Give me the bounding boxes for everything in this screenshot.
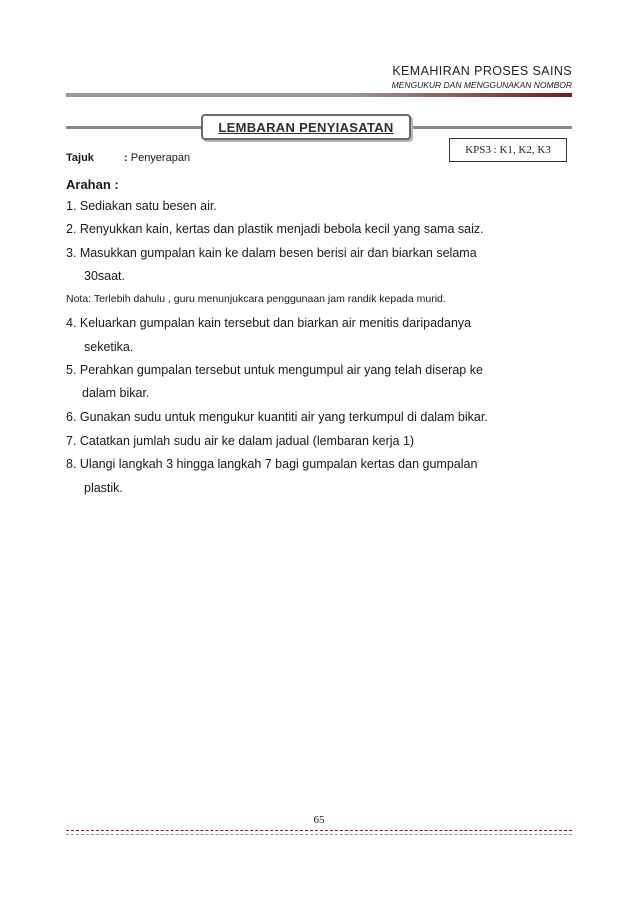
step-4-cont: seketika. xyxy=(84,340,134,354)
step-7: 7. Catatkan jumlah sudu air ke dalam jadual (lembaran kerja 1) xyxy=(66,434,415,448)
step-8-cont: plastik. xyxy=(84,481,123,495)
step-8: 8. Ulangi langkah 3 hingga langkah 7 bagi gumpalan kertas dan gumpalan xyxy=(66,457,478,471)
instructions-heading: Arahan : xyxy=(66,177,119,192)
footer-divider xyxy=(66,830,572,831)
header-subtitle: MENGUKUR DAN MENGGUNAKAN NOMBOR xyxy=(391,80,572,90)
topic-label: Tajuk xyxy=(66,152,94,164)
step-1: 1. Sediakan satu besen air. xyxy=(66,199,217,213)
topic-row xyxy=(66,152,190,164)
step-4: 4. Keluarkan gumpalan kain tersebut dan biarkan air menitis daripadanya xyxy=(66,316,472,330)
topic-value: Penyerapan xyxy=(130,152,191,164)
page-number: 65 xyxy=(313,814,325,826)
step-3-cont: 30saat. xyxy=(84,269,126,283)
topic-separator: : xyxy=(124,152,128,164)
step-5: 5. Perahkan gumpalan tersebut untuk mengumpul air yang telah diserap ke xyxy=(66,363,483,377)
kps-code-box: KPS3 : K1, K2, K3 xyxy=(449,138,567,162)
step-2: 2. Renyukkan kain, kertas dan plastik menjadi bebola kecil yang sama saiz. xyxy=(66,222,484,236)
header-divider xyxy=(66,93,572,97)
step-5-cont: dalam bikar. xyxy=(82,386,150,400)
note: Nota: Terlebih dahulu , guru menunjukcara penggunaan jam randik kepada murid. xyxy=(66,293,446,305)
step-3: 3. Masukkan gumpalan kain ke dalam besen berisi air dan biarkan selama xyxy=(66,246,477,260)
sheet-title: LEMBARAN PENYIASATAN xyxy=(201,114,411,140)
header-title: KEMAHIRAN PROSES SAINS xyxy=(392,64,572,78)
footer-divider-secondary xyxy=(66,834,572,835)
step-6: 6. Gunakan sudu untuk mengukur kuantiti air yang terkumpul di dalam bikar. xyxy=(66,410,488,424)
